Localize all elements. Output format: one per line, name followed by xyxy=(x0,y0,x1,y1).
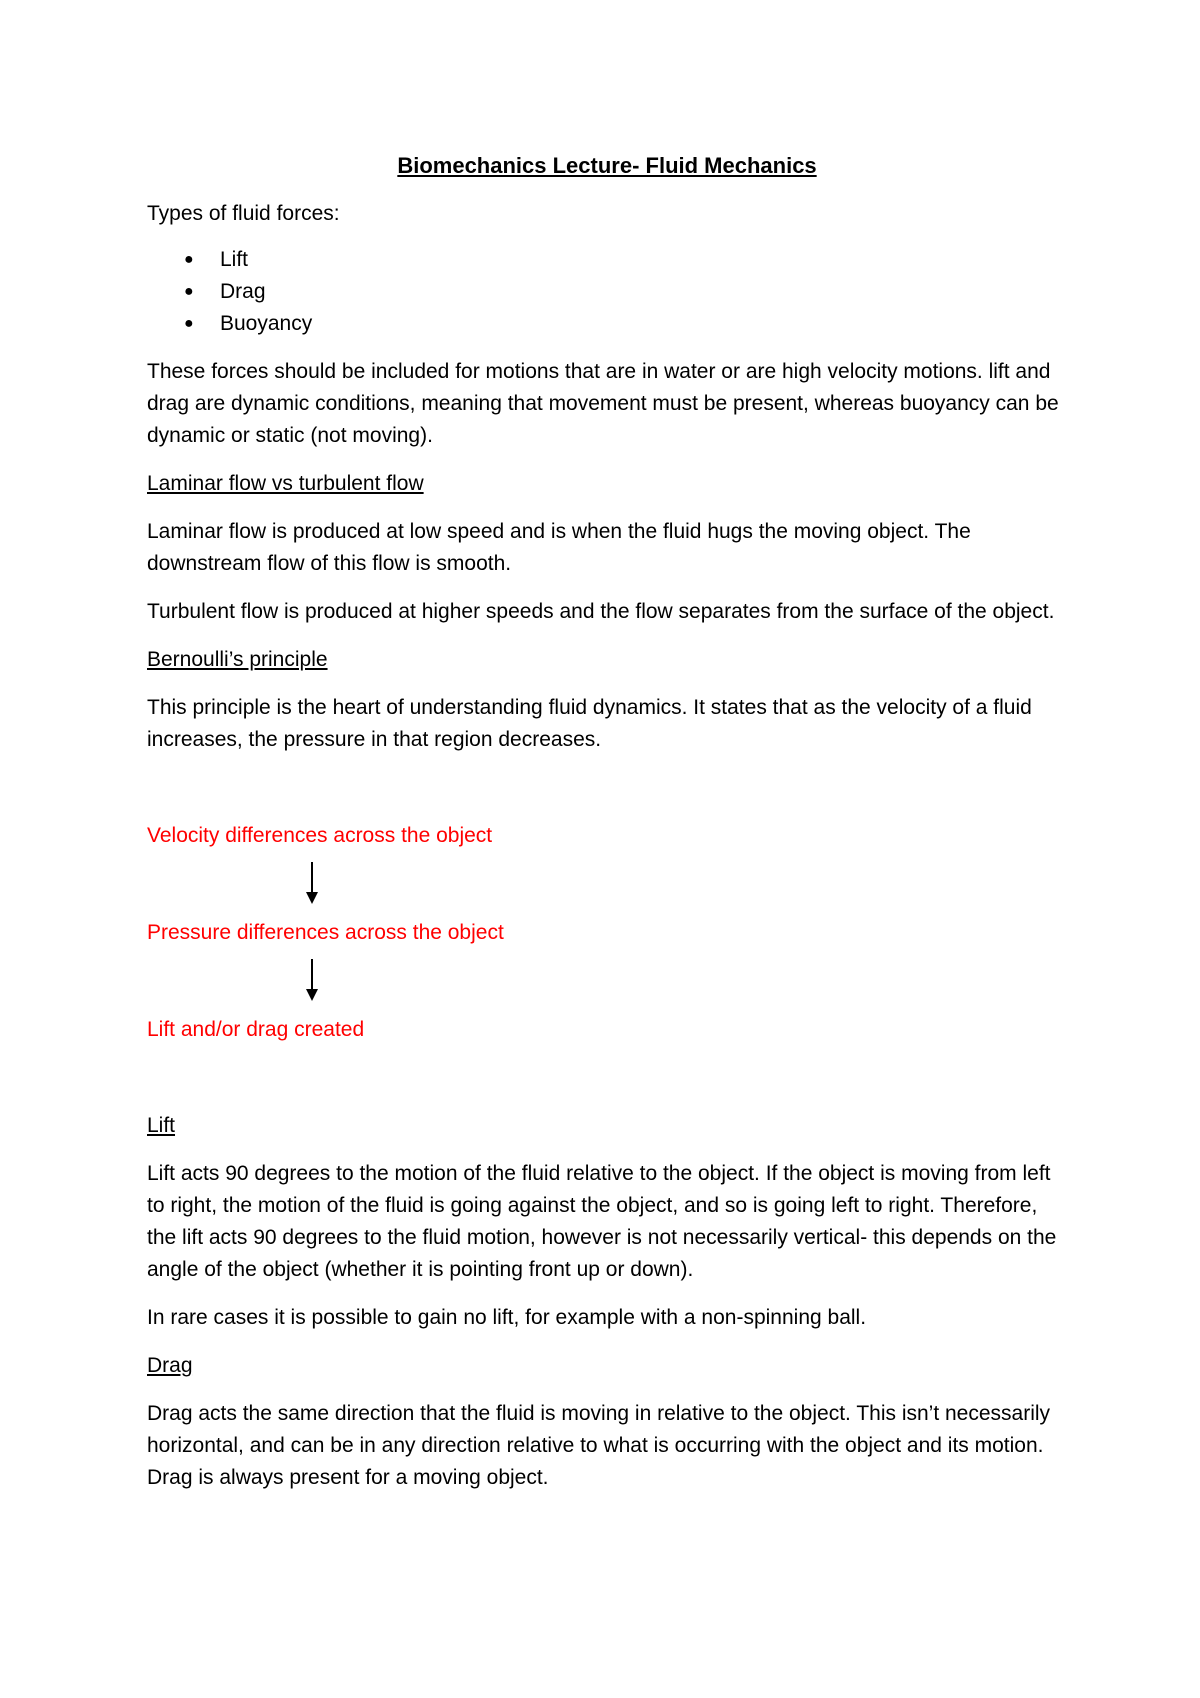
down-arrow-icon xyxy=(147,949,1067,1014)
forces-paragraph: These forces should be included for motions that are in water or are high velocity motions. lift and drag are dynamic conditions, meaning that movement must be present, whereas buoyancy can be dynamic or static (not moving). xyxy=(147,360,1059,447)
heading-flow: Laminar flow vs turbulent flow xyxy=(147,472,424,495)
heading-bernoulli: Bernoulli’s principle xyxy=(147,648,328,671)
heading-drag: Drag xyxy=(147,1354,193,1377)
laminar-paragraph: Laminar flow is produced at low speed and is when the fluid hugs the moving object. The downstream flow of this flow is smooth. xyxy=(147,520,971,575)
flowchart xyxy=(147,820,1067,1046)
flow-step-result: Lift and/or drag created xyxy=(147,1018,365,1041)
intro-text: Types of fluid forces: xyxy=(147,202,340,225)
heading-lift: Lift xyxy=(147,1114,176,1137)
bullet-icon: ● xyxy=(184,251,194,268)
lift-paragraph: Lift acts 90 degrees to the motion of the fluid relative to the object. If the object is moving from left to right, the motion of the fluid is going against the object, and so is going left to right. Therefore, the lift acts 90 degrees to the fluid motion, however is not necessarily vertical- this depends on the angle of the object (whether it is pointing front up or down). xyxy=(147,1162,1057,1281)
bullet-icon: ● xyxy=(184,315,194,332)
drag-paragraph: Drag acts the same direction that the fluid is moving in relative to the object. This isn’t necessarily horizontal, and can be in any direction relative to what is occurring with the object and its motion. Drag is always present for a moving object. xyxy=(147,1402,1051,1489)
lift-rare-paragraph: In rare cases it is possible to gain no lift, for example with a non-spinning ball. xyxy=(147,1306,867,1329)
page-title: Biomechanics Lecture- Fluid Mechanics xyxy=(397,153,817,178)
list-item: ● Drag xyxy=(147,276,1067,308)
document-page xyxy=(147,150,1067,1494)
bernoulli-paragraph: This principle is the heart of understanding fluid dynamics. It states that as the velocity of a fluid increases, the pressure in that region decreases. xyxy=(147,696,1032,751)
forces-list xyxy=(147,244,1067,340)
list-item: ● Buoyancy xyxy=(147,308,1067,340)
flow-step-velocity: Velocity differences across the object xyxy=(147,824,493,847)
flow-step-pressure: Pressure differences across the object xyxy=(147,921,504,944)
down-arrow-icon xyxy=(147,852,1067,917)
list-item: ● Lift xyxy=(147,244,1067,276)
turbulent-paragraph: Turbulent flow is produced at higher speeds and the flow separates from the surface of the object. xyxy=(147,600,1055,623)
bullet-icon: ● xyxy=(184,283,194,300)
